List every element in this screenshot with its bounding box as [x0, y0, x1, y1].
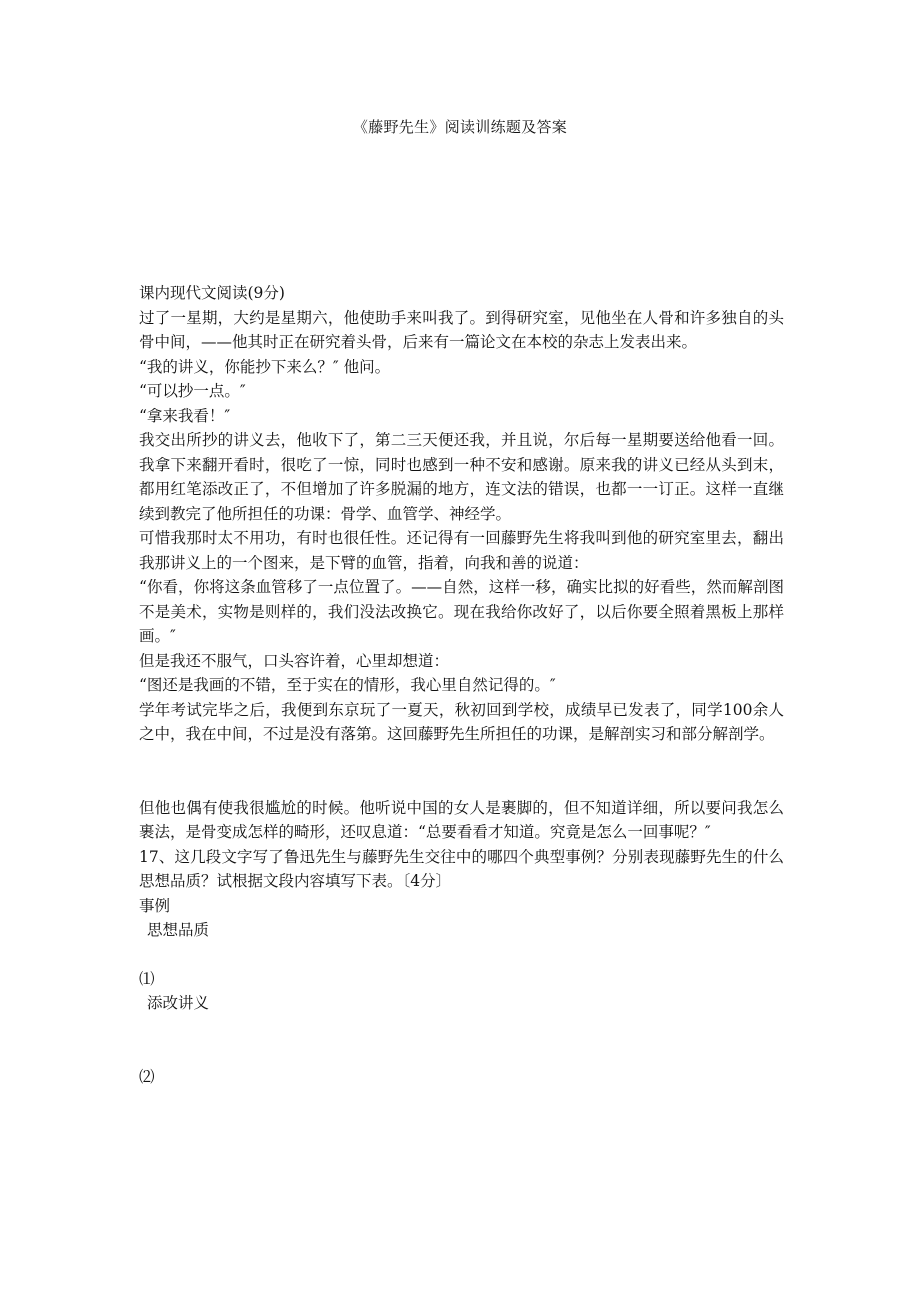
- paragraph-1: 过了一星期，大约是星期六，他使助手来叫我了。到得研究室，见他坐在人骨和许多独自的头骨中间，——他其时正在研究着头骨，后来有一篇论文在本校的杂志上发表出来。: [139, 308, 784, 351]
- paragraph-9: “图还是我画的不错，至于实在的情形，我心里自然记得的。″: [139, 676, 556, 694]
- table-header-event: 事例: [139, 896, 171, 915]
- table-row-gap: [139, 943, 784, 967]
- paragraph-3: “可以抄一点。″: [139, 382, 246, 400]
- paragraph-11: 但他也偶有使我很尴尬的时候。他听说中国的女人是裹脚的，但不知道详细，所以要问我怎么裹法，是骨变成怎样的畸形，还叹息道：“总要看看才知道。究竟是怎么一回事呢？″: [139, 798, 784, 841]
- paragraph-4: “拿来我看！″: [139, 406, 231, 425]
- paragraph-gap: [139, 747, 784, 796]
- table-row-gap: [139, 1016, 784, 1065]
- paragraph-8: 但是我还不服气，口头容许着，心里却想道：: [139, 651, 450, 670]
- table-row1-number: ⑴: [139, 969, 155, 988]
- table-row1-event: 添改讲义: [147, 994, 210, 1012]
- paragraph-6: 可惜我那时太不用功，有时也很任性。还记得有一回藤野先生将我叫到他的研究室里去，翻出我那讲义上的一个图来，是下臂的血管，指着，向我和善的说道：: [139, 529, 784, 572]
- paragraph-5: 我交出所抄的讲义去，他收下了，第二三天便还我，并且说，尔后每一星期要送给他看一回。我拿下来翻开看时，很吃了一惊，同时也感到一种不安和感谢。原来我的讲义已经从头到末，都用红笔添改正了，不但增加了许多脱漏的地方，连文法的错误，也都一一订正。这样一直继续到教完了他所担任的功课：骨学、血管学、神经学。: [139, 431, 784, 523]
- paragraph-10: 学年考试完毕之后，我便到东京玩了一夏天，秋初回到学校，成绩早已发表了，同学100余人之中，我在中间，不过是没有落第。这回藤野先生所担任的功课，是解剖实习和部分解剖学。: [139, 700, 784, 743]
- question-17: 17、这几段文字写了鲁迅先生与藤野先生交往中的哪四个典型事例？分别表现藤野先生的什么思想品质？试根据文段内容填写下表。〔4分〕: [139, 847, 784, 890]
- section-heading: 课内现代文阅读(9分): [139, 284, 285, 302]
- paragraph-7: “你看，你将这条血管移了一点位置了。——自然，这样一移，确实比拟的好看些，然而解剖图不是美术，实物是则样的，我们没法改换它。现在我给你改好了，以后你要全照着黑板上那样画。″: [139, 578, 784, 645]
- document-body: [139, 281, 784, 1089]
- table-row2-number: ⑵: [139, 1067, 155, 1086]
- page-title: 《藤野先生》阅读训练题及答案: [352, 118, 568, 136]
- paragraph-2: “我的讲义，你能抄下来么？″ 他问。: [139, 357, 391, 376]
- table-header-quality: 思想品质: [147, 921, 210, 939]
